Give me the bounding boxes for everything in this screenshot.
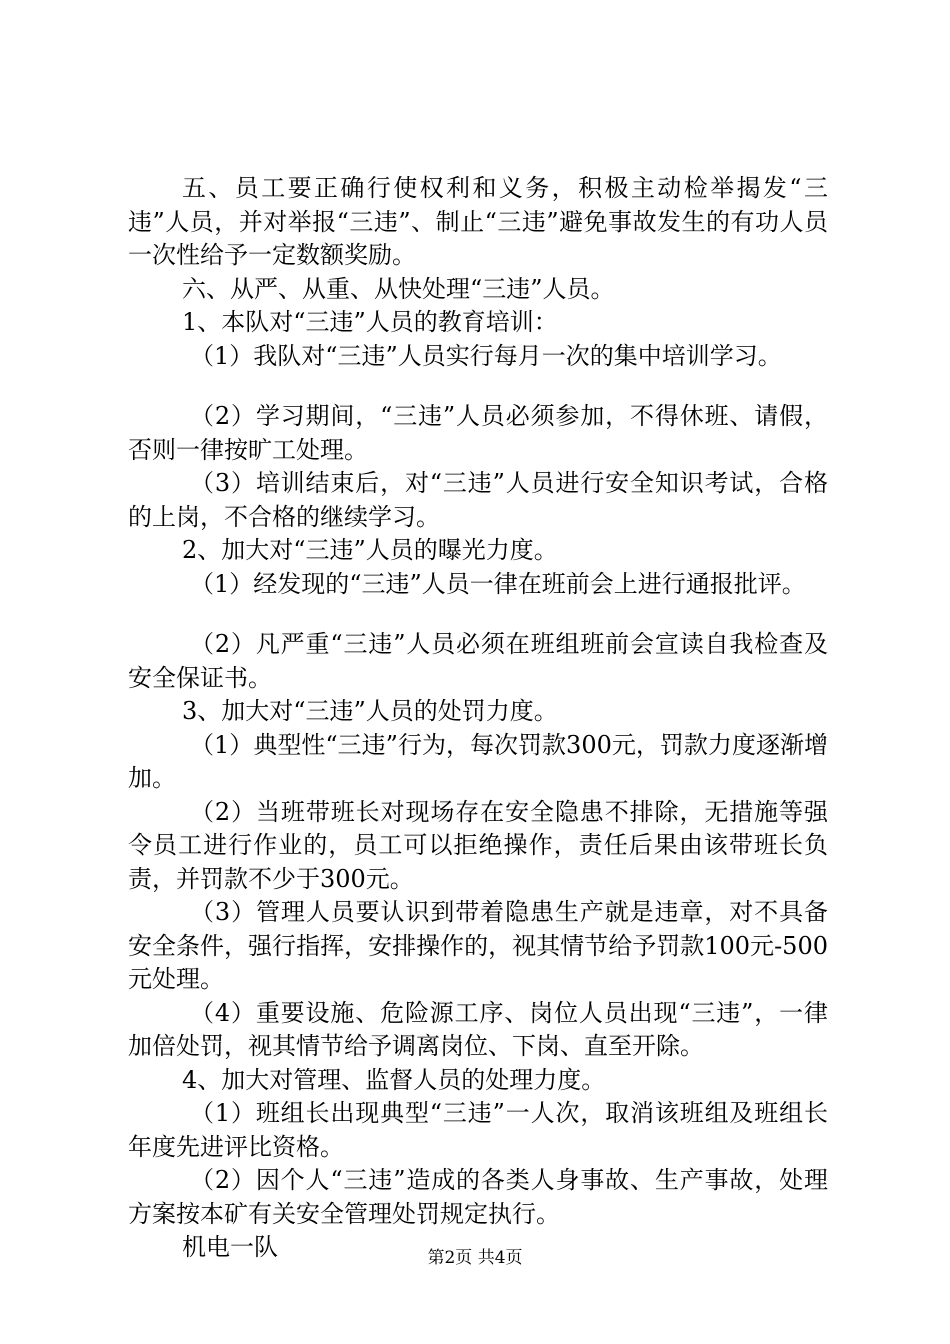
section-4-management: 4、加大对管理、监督人员的处理力度。 bbox=[182, 1065, 606, 1094]
item-3-2: （2）当班带班长对现场存在安全隐患不排除，无措施等强令员工进行作业的，员工可以拒绝操作，责任后果由该带班长负责，并罚款不少于300元。 bbox=[128, 797, 828, 893]
section-2-exposure: 2、加大对“三违”人员的曝光力度。 bbox=[182, 536, 558, 564]
item-4-2: （2）因个人“三违”造成的各类人身事故、生产事故，处理方案按本矿有关安全管理处罚规定执行。 bbox=[128, 1166, 828, 1228]
item-1-2: （2）学习期间，“三违”人员必须参加，不得休班、请假，否则一律按旷工处理。 bbox=[128, 402, 828, 464]
item-2-1: （1）经发现的“三违”人员一律在班前会上进行通报批评。 bbox=[190, 569, 806, 598]
item-3-1: （1）典型性“三违”行为，每次罚款300元，罚款力度逐渐增加。 bbox=[128, 730, 828, 792]
section-3-penalty: 3、加大对“三违”人员的处罚力度。 bbox=[182, 697, 558, 725]
document-body bbox=[128, 172, 828, 1265]
page-number: 第2页 共4页 bbox=[427, 1248, 523, 1268]
item-1-3: （3）培训结束后，对“三违”人员进行安全知识考试，合格的上岗，不合格的继续学习。 bbox=[128, 469, 828, 531]
item-4-1: （1）班组长出现典型“三违”一人次，取消该班组及班组长年度先进评比资格。 bbox=[128, 1099, 828, 1161]
item-1-1: （1）我队对“三违”人员实行每月一次的集中培训学习。 bbox=[190, 341, 782, 370]
signature-unit: 机电一队 bbox=[182, 1233, 278, 1261]
item-3-3: （3）管理人员要认识到带着隐患生产就是违章，对不具备安全条件，强行指挥，安排操作的，视其情节给予罚款100元-500元处理。 bbox=[128, 898, 828, 993]
paragraph-6-handling: 六、从严、从重、从快处理“三违”人员。 bbox=[182, 274, 615, 303]
item-2-2: （2）凡严重“三违”人员必须在班组班前会宣读自我检查及安全保证书。 bbox=[128, 630, 828, 692]
item-3-4: （4）重要设施、危险源工序、岗位人员出现“三违”，一律加倍处罚，视其情节给予调离岗位、下岗、直至开除。 bbox=[128, 998, 828, 1060]
paragraph-5-reward: 五、员工要正确行使权利和义务，积极主动检举揭发“三违”人员，并对举报“三违”、制止“三违”避免事故发生的有功人员一次性给予一定数额奖励。 bbox=[128, 174, 828, 269]
section-1-training: 1、本队对“三违”人员的教育培训： bbox=[182, 308, 558, 336]
